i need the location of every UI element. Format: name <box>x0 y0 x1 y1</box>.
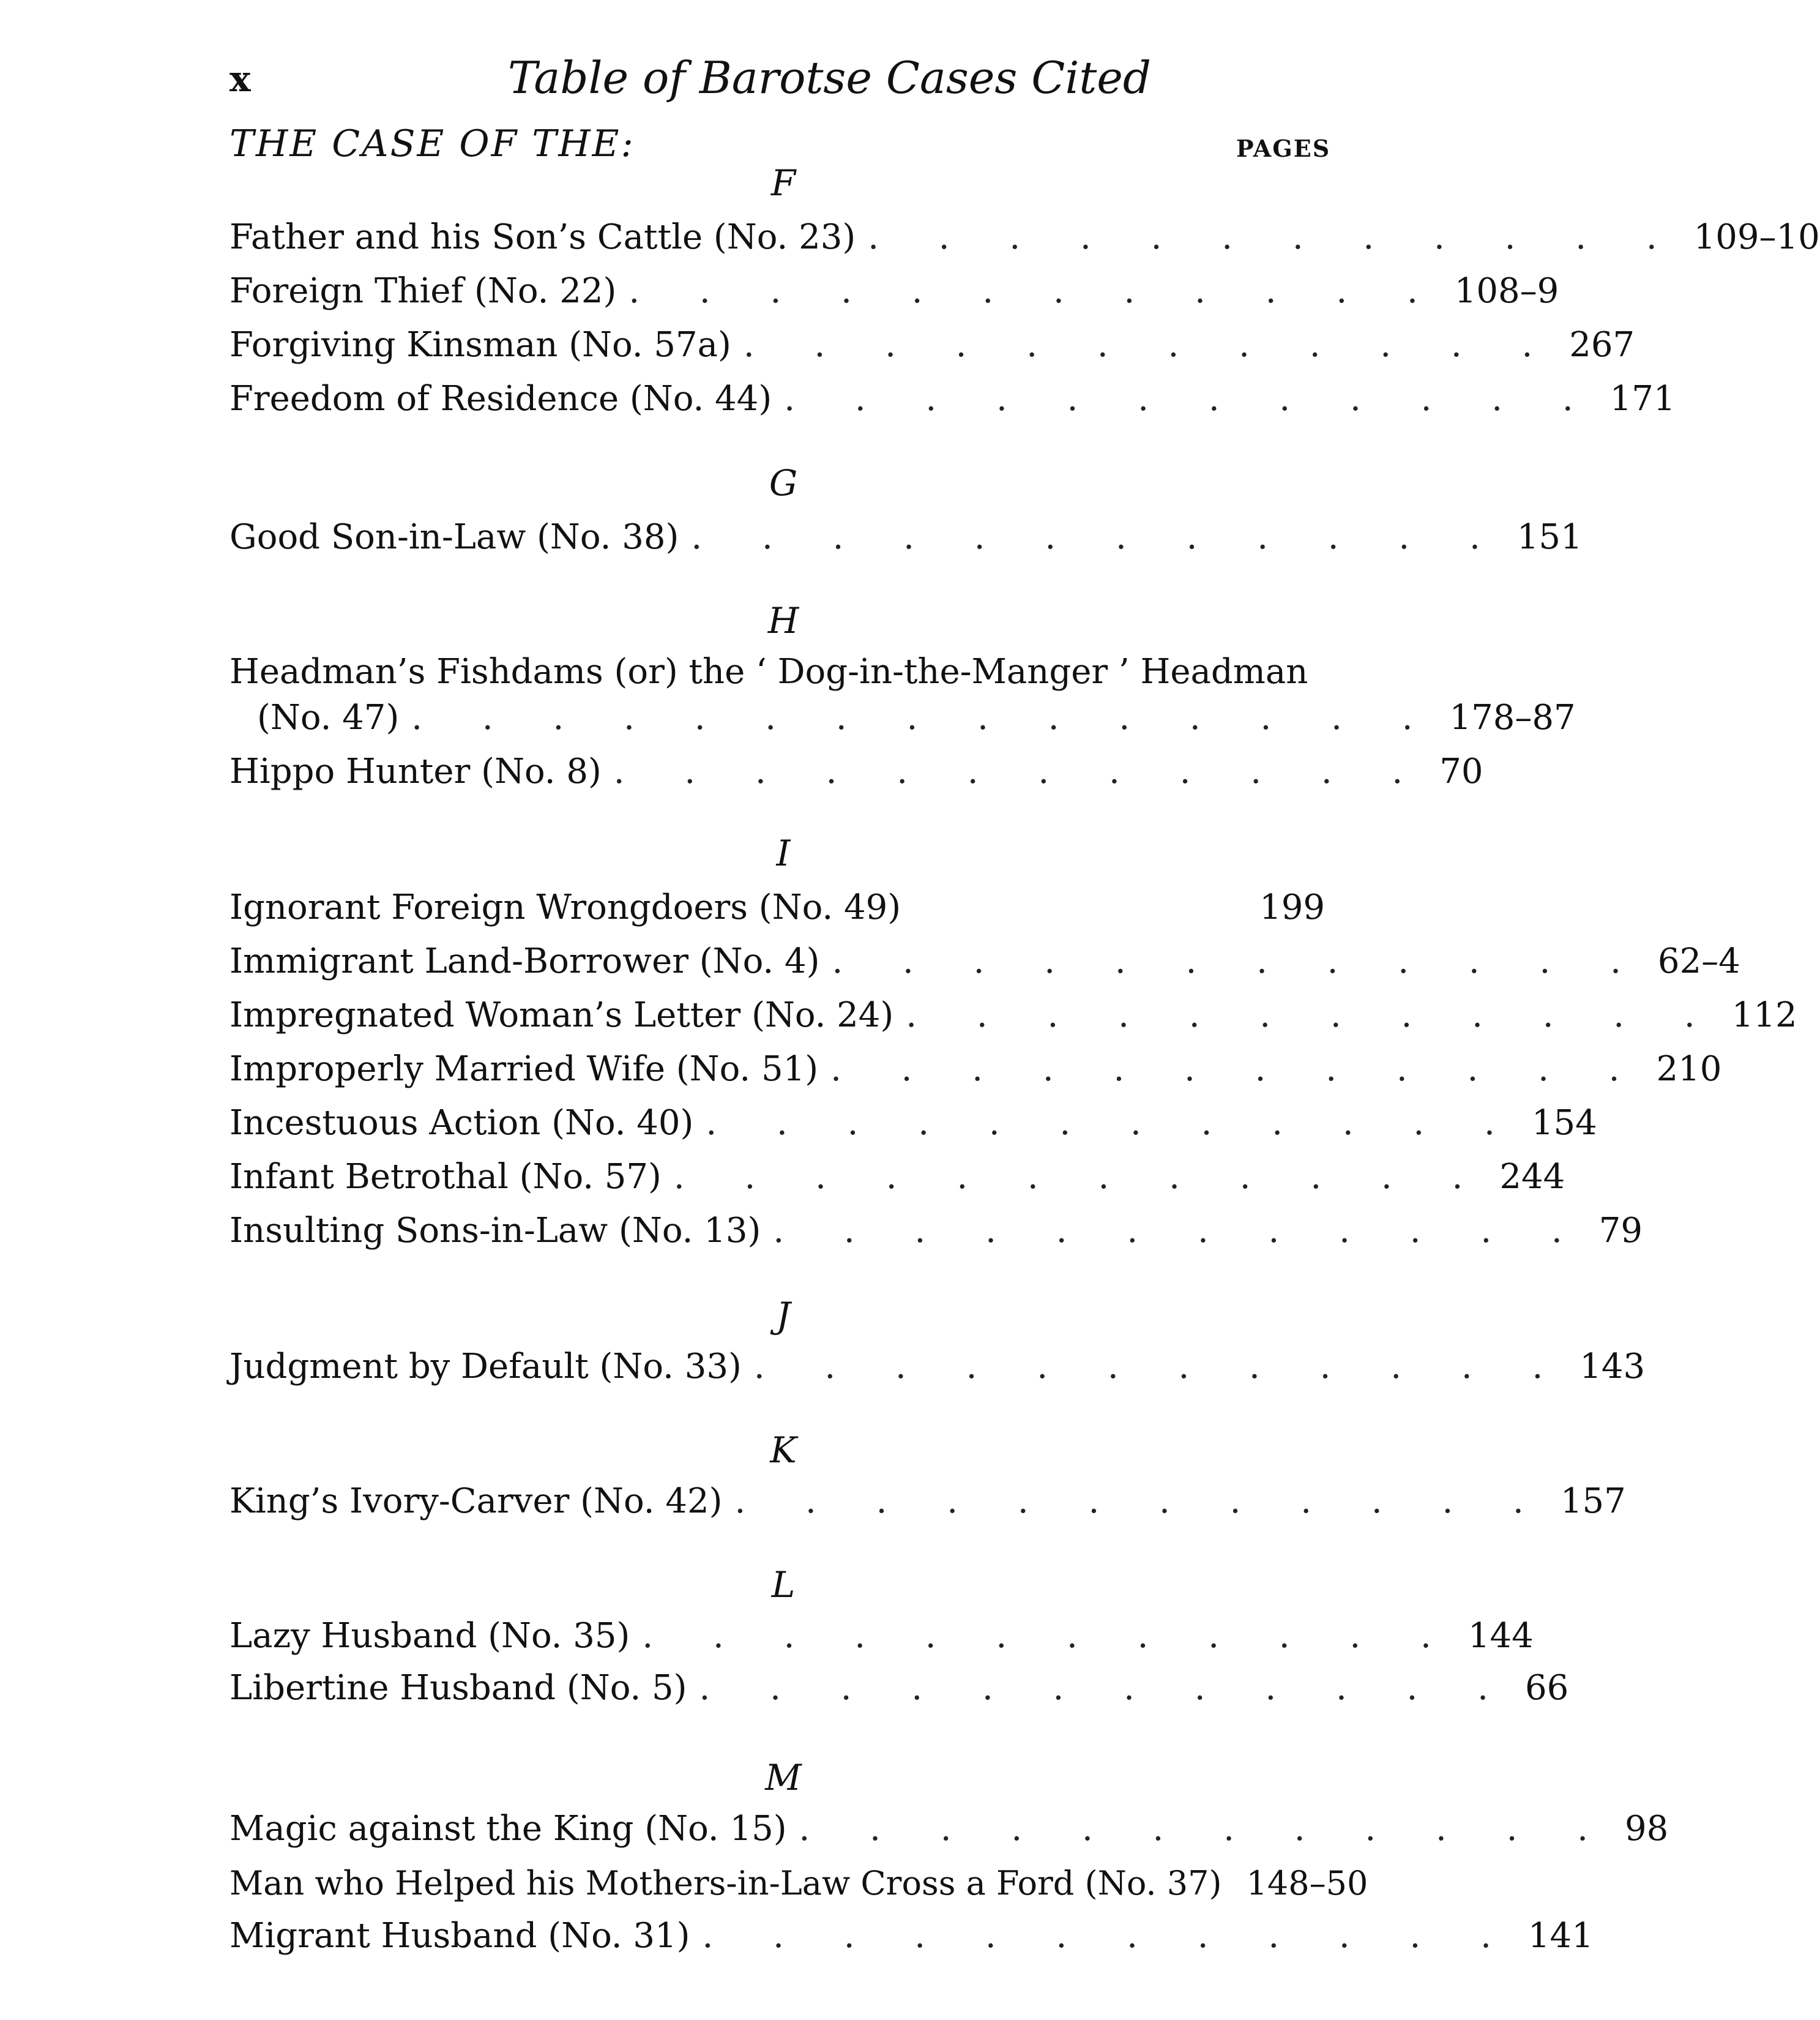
index-entry <box>229 1616 1534 1659</box>
entry-title: Insulting Sons-in-Law (No. 13) <box>229 1211 761 1251</box>
entry-pages: 141 <box>1527 1916 1594 1956</box>
entry-title: Freedom of Residence (No. 44) <box>229 379 772 419</box>
section-letter-m: M <box>765 1757 802 1798</box>
leader-dots: . . . . . . . . . . . . <box>706 1103 1520 1143</box>
leader-dots: . . . . . . . . . . . . <box>628 271 1442 311</box>
leader-dots: . . . . . . . . . . . . <box>673 1157 1488 1197</box>
entry-pages: 98 <box>1624 1809 1669 1849</box>
leader-dots: . . . . . . . . . . . . <box>734 1481 1548 1521</box>
leader-dots: . . . . . . . . . . . . <box>830 1049 1644 1089</box>
section-letter-j: J <box>776 1295 791 1336</box>
entry-pages: 143 <box>1579 1347 1646 1386</box>
index-entry <box>229 1103 1597 1146</box>
entry-pages: 157 <box>1560 1481 1626 1521</box>
entry-title: Impregnated Woman’s Letter (No. 24) <box>229 995 894 1035</box>
section-letter-f: F <box>770 162 796 204</box>
leader-dots: . . . . . . . . . . . . <box>784 379 1598 419</box>
running-title: Table of Barotse Cases Cited <box>508 52 1151 103</box>
entry-title: Foreign Thief (No. 22) <box>229 271 617 311</box>
leader-dots: . . . . . . . . . . . . <box>691 517 1505 557</box>
entry-pages: 112 <box>1731 995 1797 1035</box>
index-entry <box>229 888 1325 930</box>
index-entry <box>229 1916 1594 1959</box>
leader-dots: . . . . . . . . . . . . <box>743 325 1557 365</box>
leader-dots: . . . . . . . . . . . . <box>832 941 1646 981</box>
case-column-heading: THE CASE OF THE: <box>229 122 635 165</box>
entry-title: King’s Ivory-Carver (No. 42) <box>229 1481 723 1521</box>
entry-pages: 108–9 <box>1454 271 1559 311</box>
index-entry <box>229 1864 1368 1907</box>
index-entry <box>229 325 1635 368</box>
index-entry <box>229 941 1740 984</box>
entry-title: Judgment by Default (No. 33) <box>229 1347 742 1386</box>
leader-dots: . . . . . . . . . . . . <box>906 995 1720 1035</box>
index-entry <box>229 379 1676 422</box>
entry-title: Ignorant Foreign Wrongdoers (No. 49) <box>229 888 901 927</box>
leader-dots: . . . . . . . . . . . . <box>799 1809 1613 1849</box>
entry-pages: 70 <box>1439 752 1483 791</box>
section-letter-h: H <box>767 600 799 642</box>
index-entry <box>229 1668 1569 1711</box>
entry-title: Libertine Husband (No. 5) <box>229 1668 687 1708</box>
entry-title: Forgiving Kinsman (No. 57a) <box>229 325 731 365</box>
index-entry <box>229 1211 1643 1254</box>
entry-pages: 151 <box>1516 517 1583 557</box>
section-letter-i: I <box>776 832 791 874</box>
section-letter-g: G <box>769 462 798 504</box>
entry-title-first-line: Headman’s Fishdams (or) the ‘ Dog-in-the-Manger ’ Headman <box>229 652 1308 692</box>
entry-title: Father and his Son’s Cattle (No. 23) <box>229 217 856 257</box>
entry-title: Immigrant Land-Borrower (No. 4) <box>229 941 820 981</box>
entry-pages: 154 <box>1531 1103 1597 1143</box>
leader-dots: . . . . . . . . . . . . <box>868 217 1682 257</box>
index-entry <box>229 517 1583 560</box>
entry-pages: 178–87 <box>1449 698 1576 738</box>
leader-dots: . . . . . . . . . . . . <box>642 1616 1456 1656</box>
index-entry <box>229 1347 1646 1390</box>
entry-title: Lazy Husband (No. 35) <box>229 1616 630 1656</box>
entry-pages: 267 <box>1569 325 1635 365</box>
index-entry <box>229 1049 1722 1092</box>
index-entry <box>229 1809 1669 1852</box>
page-number: x <box>229 58 251 100</box>
entry-title: Infant Betrothal (No. 57) <box>229 1157 662 1197</box>
entry-pages: 148–50 <box>1246 1864 1368 1902</box>
entry-title: Migrant Husband (No. 31) <box>229 1916 690 1956</box>
leader-dots: . . . . . . . . . . . . <box>613 752 1428 791</box>
entry-title: Good Son-in-Law (No. 38) <box>229 517 679 557</box>
index-entry <box>229 995 1797 1038</box>
entry-pages: 79 <box>1598 1211 1643 1251</box>
entry-pages: 144 <box>1468 1616 1534 1656</box>
index-entry <box>229 217 1820 260</box>
entry-title: Hippo Hunter (No. 8) <box>229 752 602 791</box>
pages-column-heading: PAGES <box>1236 135 1331 162</box>
leader-dots: . . . . . . . . . . . . <box>773 1211 1587 1251</box>
index-entry <box>257 698 1576 741</box>
index-entry <box>229 752 1483 795</box>
entry-pages: 210 <box>1656 1049 1722 1089</box>
leader-dots: . . . . . . . . . . . . <box>753 1347 1568 1386</box>
entry-title: Improperly Married Wife (No. 51) <box>229 1049 819 1089</box>
leader-dots: . . . . . . . . . . . . <box>699 1668 1513 1708</box>
entry-pages: 109–10 <box>1693 217 1820 257</box>
entry-pages: 62–4 <box>1657 941 1740 981</box>
entry-title-continuation: (No. 47) <box>257 698 400 738</box>
index-entry <box>229 1481 1626 1524</box>
entry-pages: 244 <box>1499 1157 1565 1197</box>
entry-pages: 66 <box>1524 1668 1569 1708</box>
section-letter-k: K <box>770 1429 797 1471</box>
section-letter-l: L <box>771 1564 796 1606</box>
entry-title: Magic against the King (No. 15) <box>229 1809 787 1849</box>
index-entry <box>229 1157 1565 1200</box>
entry-title: Man who Helped his Mothers-in-Law Cross a Ford (No. 37) <box>229 1864 1222 1902</box>
entry-title: Incestuous Action (No. 40) <box>229 1103 694 1143</box>
entry-pages: 171 <box>1609 379 1676 419</box>
index-entry <box>229 271 1559 314</box>
entry-pages: 199 <box>1259 888 1325 927</box>
leader-dots: . . . . . . . . . . . . . . . <box>411 698 1438 738</box>
leader-dots: . . . . . . . . . . . . <box>702 1916 1516 1956</box>
